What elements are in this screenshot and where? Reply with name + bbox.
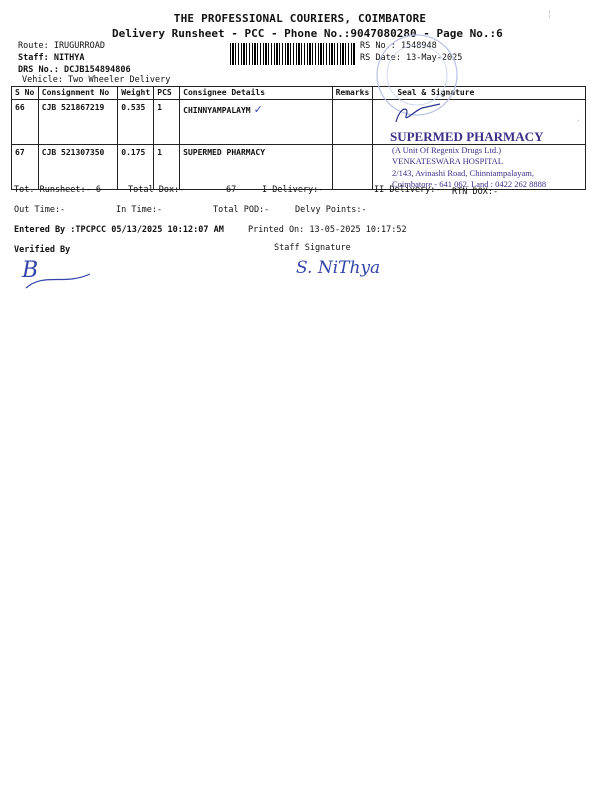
vehicle-label: Vehicle: Two Wheeler Delivery — [22, 75, 171, 85]
cell-weight: 0.535 — [118, 100, 154, 145]
barcode — [230, 43, 356, 65]
corner-mark-icon: · — [576, 116, 581, 125]
stamp-name: SUPERMED PHARMACY — [390, 129, 544, 144]
verified-by-label: Verified By — [14, 245, 71, 255]
tot-runsheet: Tot. Runsheet:- 6 — [14, 185, 101, 195]
rs-date: RS Date: 13-May-2025 — [360, 53, 463, 63]
cell-pcs: 1 — [154, 100, 180, 145]
cell-consignment: CJB 521867219 — [38, 100, 118, 145]
cell-consignee: SUPERMED PHARMACY — [180, 145, 332, 190]
header-pcs: PCS — [154, 87, 180, 100]
cell-sno: 67 — [12, 145, 39, 190]
out-time: Out Time:- — [14, 205, 66, 215]
printed-on: Printed On: 13-05-2025 10:17:52 — [248, 225, 407, 235]
company-title: THE PROFESSIONAL COURIERS, COIMBATORE — [173, 12, 427, 25]
cell-consignee — [180, 100, 332, 145]
check-mark-icon: ✓ — [253, 103, 263, 116]
cell-consignment: CJB 521307350 — [38, 145, 118, 190]
cell-weight: 0.175 — [118, 145, 154, 190]
stamp-line-2: VENKATESWARA HOSPITAL — [392, 156, 504, 166]
header-consignee: Consignee Details — [180, 87, 332, 100]
rs-number: RS No.: 1548948 — [360, 41, 437, 51]
edge-mark-icon: ╎ — [547, 10, 552, 19]
header-weight: Weight — [118, 87, 154, 100]
ii-delivery: II Delivery:- — [374, 185, 441, 195]
header-sno: S No — [12, 87, 39, 100]
header-consignment: Consignment No — [38, 87, 118, 100]
consignee-text: CHINNYAMPALAYM — [183, 106, 251, 115]
delvy-points: Delvy Points:- — [295, 205, 367, 215]
total-dox-label: Total Dox:- — [128, 185, 185, 195]
cell-remarks — [332, 145, 373, 190]
header-remarks: Remarks — [332, 87, 373, 100]
seal-signature-icon — [392, 100, 452, 126]
route-label: Route: IRUGURROAD — [18, 41, 105, 51]
staff-signature-label: Staff Signature — [274, 243, 351, 253]
total-pod: Total POD:- — [213, 205, 270, 215]
stamp-line-4: Coimbatore - 641 062. Land : 0422 262 8888 — [392, 179, 547, 189]
table-header-row — [12, 87, 586, 100]
drs-number: DRS No.: DCJB154894806 — [18, 65, 131, 75]
verifier-flourish-icon — [24, 262, 94, 292]
in-time: In Time:- — [116, 205, 163, 215]
staff-signature: S. NiThya — [296, 258, 381, 278]
header-seal: Seal & Signature — [373, 87, 586, 100]
verifier-signature: B — [22, 258, 39, 283]
stamp-line-1: (A Unit Of Regenix Drugs Ltd.) — [392, 145, 502, 155]
i-delivery: I Delivery:- — [262, 185, 324, 195]
staff-label: Staff: NITHYA — [18, 53, 85, 63]
stamp-line-3: 2/143, Avinashi Road, Chinniampalayam, — [392, 168, 534, 178]
entered-by: Entered By :TPCPCC 05/13/2025 10:12:07 AM — [14, 225, 224, 235]
cell-pcs: 1 — [154, 145, 180, 190]
rtn-dox: RTN DOX:- — [452, 187, 499, 197]
cell-sno: 66 — [12, 100, 39, 145]
total-dox-value: 67 — [226, 185, 237, 195]
cell-remarks — [332, 100, 373, 145]
runsheet-subtitle: Delivery Runsheet - PCC - Phone No.:9047080280 - Page No.:6 — [112, 27, 503, 40]
